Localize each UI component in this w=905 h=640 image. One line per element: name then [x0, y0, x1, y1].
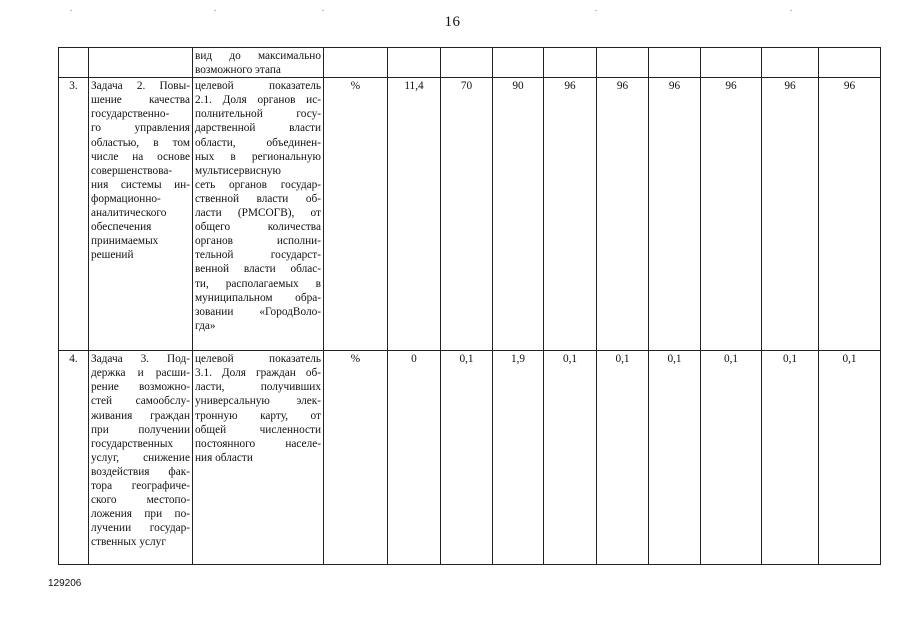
indicator-line: общей численности — [195, 423, 321, 436]
task-line: лучении государ- — [91, 522, 190, 535]
value-cell: 96 — [819, 78, 881, 351]
scan-speck — [790, 10, 792, 11]
scan-speck — [322, 10, 324, 11]
indicator-cell — [193, 351, 324, 565]
indicator-line: органов исполни- — [195, 235, 321, 248]
task-line: стей самообслу- — [91, 395, 190, 408]
index-cell — [59, 48, 89, 78]
task-line: формационно- — [91, 192, 161, 205]
footer-code: 129206 — [48, 578, 82, 589]
task-line: государственно- — [91, 108, 170, 121]
value-cell: 0,1 — [649, 351, 701, 565]
task-cell — [89, 351, 193, 565]
indicator-line: постоянного населе- — [195, 437, 321, 450]
value-cell: 0,1 — [701, 351, 762, 565]
value-cell: 70 — [441, 78, 493, 351]
task-line: областью, в том — [91, 136, 190, 149]
task-line: ского местопо- — [91, 494, 190, 507]
table-row — [59, 78, 881, 351]
indicator-line: ласти, получивших — [195, 381, 321, 394]
task-line: совершенствова- — [91, 164, 173, 177]
value-cell: 0,1 — [762, 351, 819, 565]
task-line: обеспечения — [91, 221, 152, 234]
task-line: решений — [91, 249, 134, 262]
indicator-line: ных в региональную — [195, 150, 321, 163]
value-cell: 96 — [649, 78, 701, 351]
value-cell: 90 — [493, 78, 544, 351]
task-line: рение возможно- — [91, 381, 190, 394]
task-line: Задача 3. Под- — [91, 353, 190, 366]
scan-speck — [70, 10, 72, 11]
indicator-line: тронную карту, от — [195, 409, 321, 422]
task-line: ния системы ин- — [91, 178, 190, 191]
indicator-line: ния области — [195, 451, 253, 464]
scan-speck — [595, 10, 597, 11]
indicator-line: дарственной власти — [195, 122, 321, 135]
unit-cell: % — [324, 351, 388, 565]
task-line: ственных услуг — [91, 536, 166, 549]
task-line: воздействия фак- — [91, 465, 190, 478]
indicator-line: полнительной госу- — [195, 108, 321, 121]
table-row-continuation — [59, 48, 881, 78]
indicator-line: венной власти облас- — [195, 263, 321, 276]
task-cell — [89, 48, 193, 78]
row-index: 4. — [59, 351, 89, 565]
task-line: шение качества — [91, 94, 190, 107]
indicator-line: 3.1. Доля граждан об- — [195, 367, 321, 380]
task-line: при получении — [91, 423, 190, 436]
table-row — [59, 351, 881, 565]
task-line: живания граждан — [91, 409, 190, 422]
value-cell: 96 — [701, 78, 762, 351]
indicator-line: вид до максимально — [195, 50, 321, 62]
indicator-line: ласти (РМСОГВ), от — [195, 207, 321, 220]
indicator-line: сеть органов государ- — [195, 178, 321, 191]
indicator-line: 2.1. Доля органов ис- — [195, 94, 321, 107]
value-cell: 11,4 — [388, 78, 441, 351]
task-line: числе на основе — [91, 150, 190, 163]
value-cell: 96 — [762, 78, 819, 351]
unit-cell: % — [324, 78, 388, 351]
indicator-line: гда» — [195, 319, 216, 332]
value-cell: 0 — [388, 351, 441, 565]
task-line: услуг, снижение — [91, 451, 190, 464]
value-cell: 0,1 — [441, 351, 493, 565]
page-number: 16 — [444, 14, 461, 30]
indicator-cell — [193, 78, 324, 351]
indicator-line: тельной государст- — [195, 249, 321, 262]
task-line: аналитического — [91, 207, 167, 220]
value-cell: 1,9 — [493, 351, 544, 565]
task-line: государственных — [91, 437, 174, 450]
task-line: го управления — [91, 122, 190, 135]
task-line: держка и расши- — [91, 367, 190, 380]
task-line: ложения при по- — [91, 508, 190, 521]
value-cell: 96 — [597, 78, 649, 351]
value-cell: 96 — [544, 78, 597, 351]
indicator-line: зовании «ГородВоло- — [195, 305, 321, 318]
indicator-line: области, объединен- — [195, 136, 321, 149]
indicator-line: целевой показатель — [195, 80, 321, 93]
indicator-line: универсальную элек- — [195, 395, 321, 408]
task-cell — [89, 78, 193, 351]
task-line: Задача 2. Повы- — [91, 80, 190, 93]
task-line: принимаемых — [91, 235, 159, 248]
indicator-line: ственной власти об- — [195, 192, 321, 205]
indicators-table — [58, 47, 881, 565]
scan-speck — [214, 10, 216, 11]
value-cell: 0,1 — [544, 351, 597, 565]
indicator-line: муниципальном обра- — [195, 291, 321, 304]
indicator-line: возможного этапа — [195, 64, 281, 77]
indicator-line: мультисервисную — [195, 164, 281, 177]
task-line: тора географиче- — [91, 480, 190, 493]
indicator-cell — [193, 48, 324, 78]
indicator-line: целевой показатель — [195, 353, 321, 366]
indicator-line: общего количества — [195, 221, 321, 234]
value-cell: 0,1 — [819, 351, 881, 565]
value-cell: 0,1 — [597, 351, 649, 565]
indicator-line: ти, располагаемых в — [195, 277, 321, 290]
row-index: 3. — [59, 78, 89, 351]
